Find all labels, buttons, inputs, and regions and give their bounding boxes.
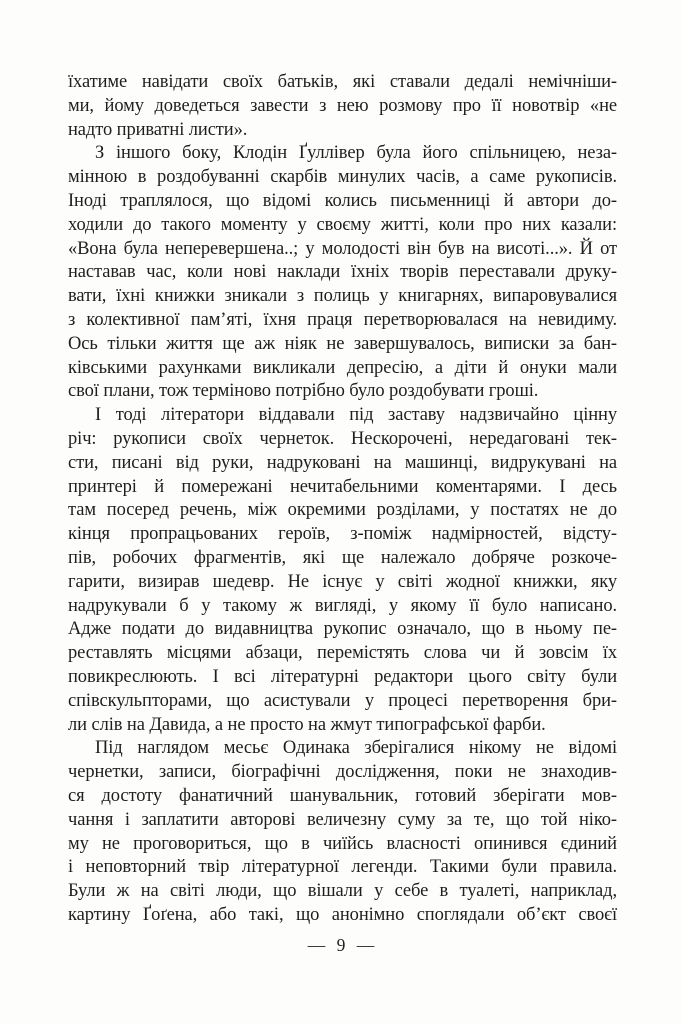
text-line: ківськими рахунками викликали депресію, а діти й онуки мали xyxy=(68,357,617,378)
text-line: ми, йому доведеться завести з нею розмову про її новотвір «не xyxy=(68,95,617,116)
text-line: Адже подати до видавництва рукопис означало, що в ньому пе- xyxy=(68,619,617,640)
page-number: — 9 — xyxy=(307,935,375,955)
text-line: наставав час, коли нові наклади їхніх творів переставали друку- xyxy=(68,262,617,283)
text-line: Ось тільки життя ще аж ніяк не завершувалось, виписки за бан- xyxy=(68,333,617,354)
text-line: їхатиме навідати своїх батьків, які ставали дедалі немічніши- xyxy=(68,72,617,92)
text-line: ходили до такого моменту у своєму житті, коли про них казали: xyxy=(68,214,617,235)
page-text xyxy=(68,71,617,928)
text-line: З іншого боку, Клодін Ґуллівер була його спільницею, неза- xyxy=(95,143,617,164)
text-line: чання і заплатити авторові величезну суму за те, що той ніко- xyxy=(68,809,617,830)
text-line: реставлять місцями абзаци, перемістять слова чи й зовсім їх xyxy=(68,643,617,664)
text-line: принтері й помережані нечитабельними коментарями. І десь xyxy=(68,476,617,497)
text-line: Іноді траплялося, що відомі колись письменниці й автори до- xyxy=(68,190,617,211)
text-line: ся достоту фанатичний шанувальник, готовий зберігати мов- xyxy=(68,785,617,806)
text-line: кінця пропрацьованих героїв, з-поміж надмірностей, відсту- xyxy=(68,524,617,545)
text-line: співскульпторами, що асистували у процесі перетворення бри- xyxy=(68,690,617,711)
text-line: надрукували б у такому ж вигляді, у якому її було написано. xyxy=(68,595,617,616)
text-line: сти, писані від руки, надруковані на машинці, видрукувані на xyxy=(68,452,617,473)
text-line: свої плани, тож терміново потрібно було роздобувати гроші. xyxy=(68,381,539,402)
text-line: повикреслюють. І всі літературні редактори цього світу були xyxy=(68,666,617,687)
text-line: мінною в роздобуванні скарбів минулих часів, а саме рукописів. xyxy=(68,167,617,188)
text-line: Під наглядом месьє Одинака зберігалися нікому не відомі xyxy=(95,738,617,759)
text-line: надто приватні листи». xyxy=(68,119,248,140)
text-line: гарити, визирав шедевр. Не існує у світі жодної книжки, яку xyxy=(68,571,617,592)
text-line: чернетки, записи, біографічні дослідження, поки не знаходив- xyxy=(68,762,617,783)
page-footer xyxy=(0,933,682,957)
text-line: і неповторний твір літературної легенди. Такими були правила. xyxy=(68,857,617,878)
text-line: там посеред речень, між окремими розділами, у постатях не до xyxy=(68,500,617,521)
text-line: Були ж на світі люди, що вішали у себе в туалеті, наприклад, xyxy=(68,881,617,902)
text-line: пів, робочих фрагментів, які ще належало добряче розкоче- xyxy=(68,547,617,568)
text-line: вати, їхні книжки зникали з полиць у книгарнях, випаровувалися xyxy=(68,286,617,307)
text-line: І тоді літератори віддавали під заставу надзвичайно цінну xyxy=(95,405,617,426)
text-line: річ: рукописи своїх чернеток. Нескорочені, нередаговані тек- xyxy=(68,428,617,449)
text-line: му не проговориться, що в чиїйсь власності опинився єдиний xyxy=(68,833,617,854)
text-line: «Вона була неперевершена..; у молодості він був на висоті...». Й от xyxy=(68,238,617,259)
text-line: з колективної пам’яті, їхня праця перетворювалася на невидиму. xyxy=(68,309,617,330)
text-line: ли слів на Давида, а не просто на жмут типографської фарби. xyxy=(68,714,546,735)
text-line: картину Ґоґена, або такі, що анонімно споглядали об’єкт своєї xyxy=(68,904,617,925)
